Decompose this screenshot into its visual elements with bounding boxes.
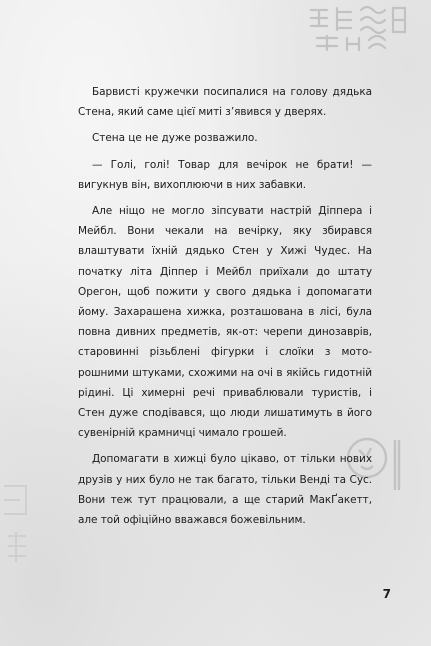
body-text xyxy=(78,82,372,536)
paragraph: — Голі, голі! Товар для вечірок не брати! — вигукнув він, вихоплюючи в них забавки. xyxy=(78,158,372,191)
paragraph: Барвисті кружечки посипалися на голову дядька Стена, який саме цієї миті з’явився у дверях. xyxy=(78,86,372,119)
paragraph: Допомагати в хижці було цікаво, от тільки нових друзів у них було не так багато, тільки Венді та Сус. Вони теж тут працювали, а ще старий МакҐакетт, але той офіційно вважався божевільним. xyxy=(78,453,372,527)
page-number: 7 xyxy=(382,587,391,601)
left-edge-decoration xyxy=(0,476,60,586)
paragraph: Але ніщо не могло зіпсувати настрій Діппера і Мейбл. Вони чекали на вечірку, яку збирався влаштувати їхній дядько Стен у Хижі Чудес. На початку літа Діппер і Мейбл приїхали до штату Орегон, щоб пожити у свого дядька і допомагати йому. Захарашена хижка, розташована в лісі, була повна дивних предметів, як-от: черепи динозаврів, старовинні різьблені фігурки і слоїки з моторошними штуками, схожими на очі в якійсь гидотній рідині. Ці химерні речі приваблювали туристів, і Стен дуже сподівався, що люди лишатимуть в його сувенірній крамничці чимало грошей. xyxy=(78,205,372,440)
cipher-glyphs-decoration xyxy=(303,0,413,56)
paragraph: Стена це не дуже розважило. xyxy=(92,132,258,145)
